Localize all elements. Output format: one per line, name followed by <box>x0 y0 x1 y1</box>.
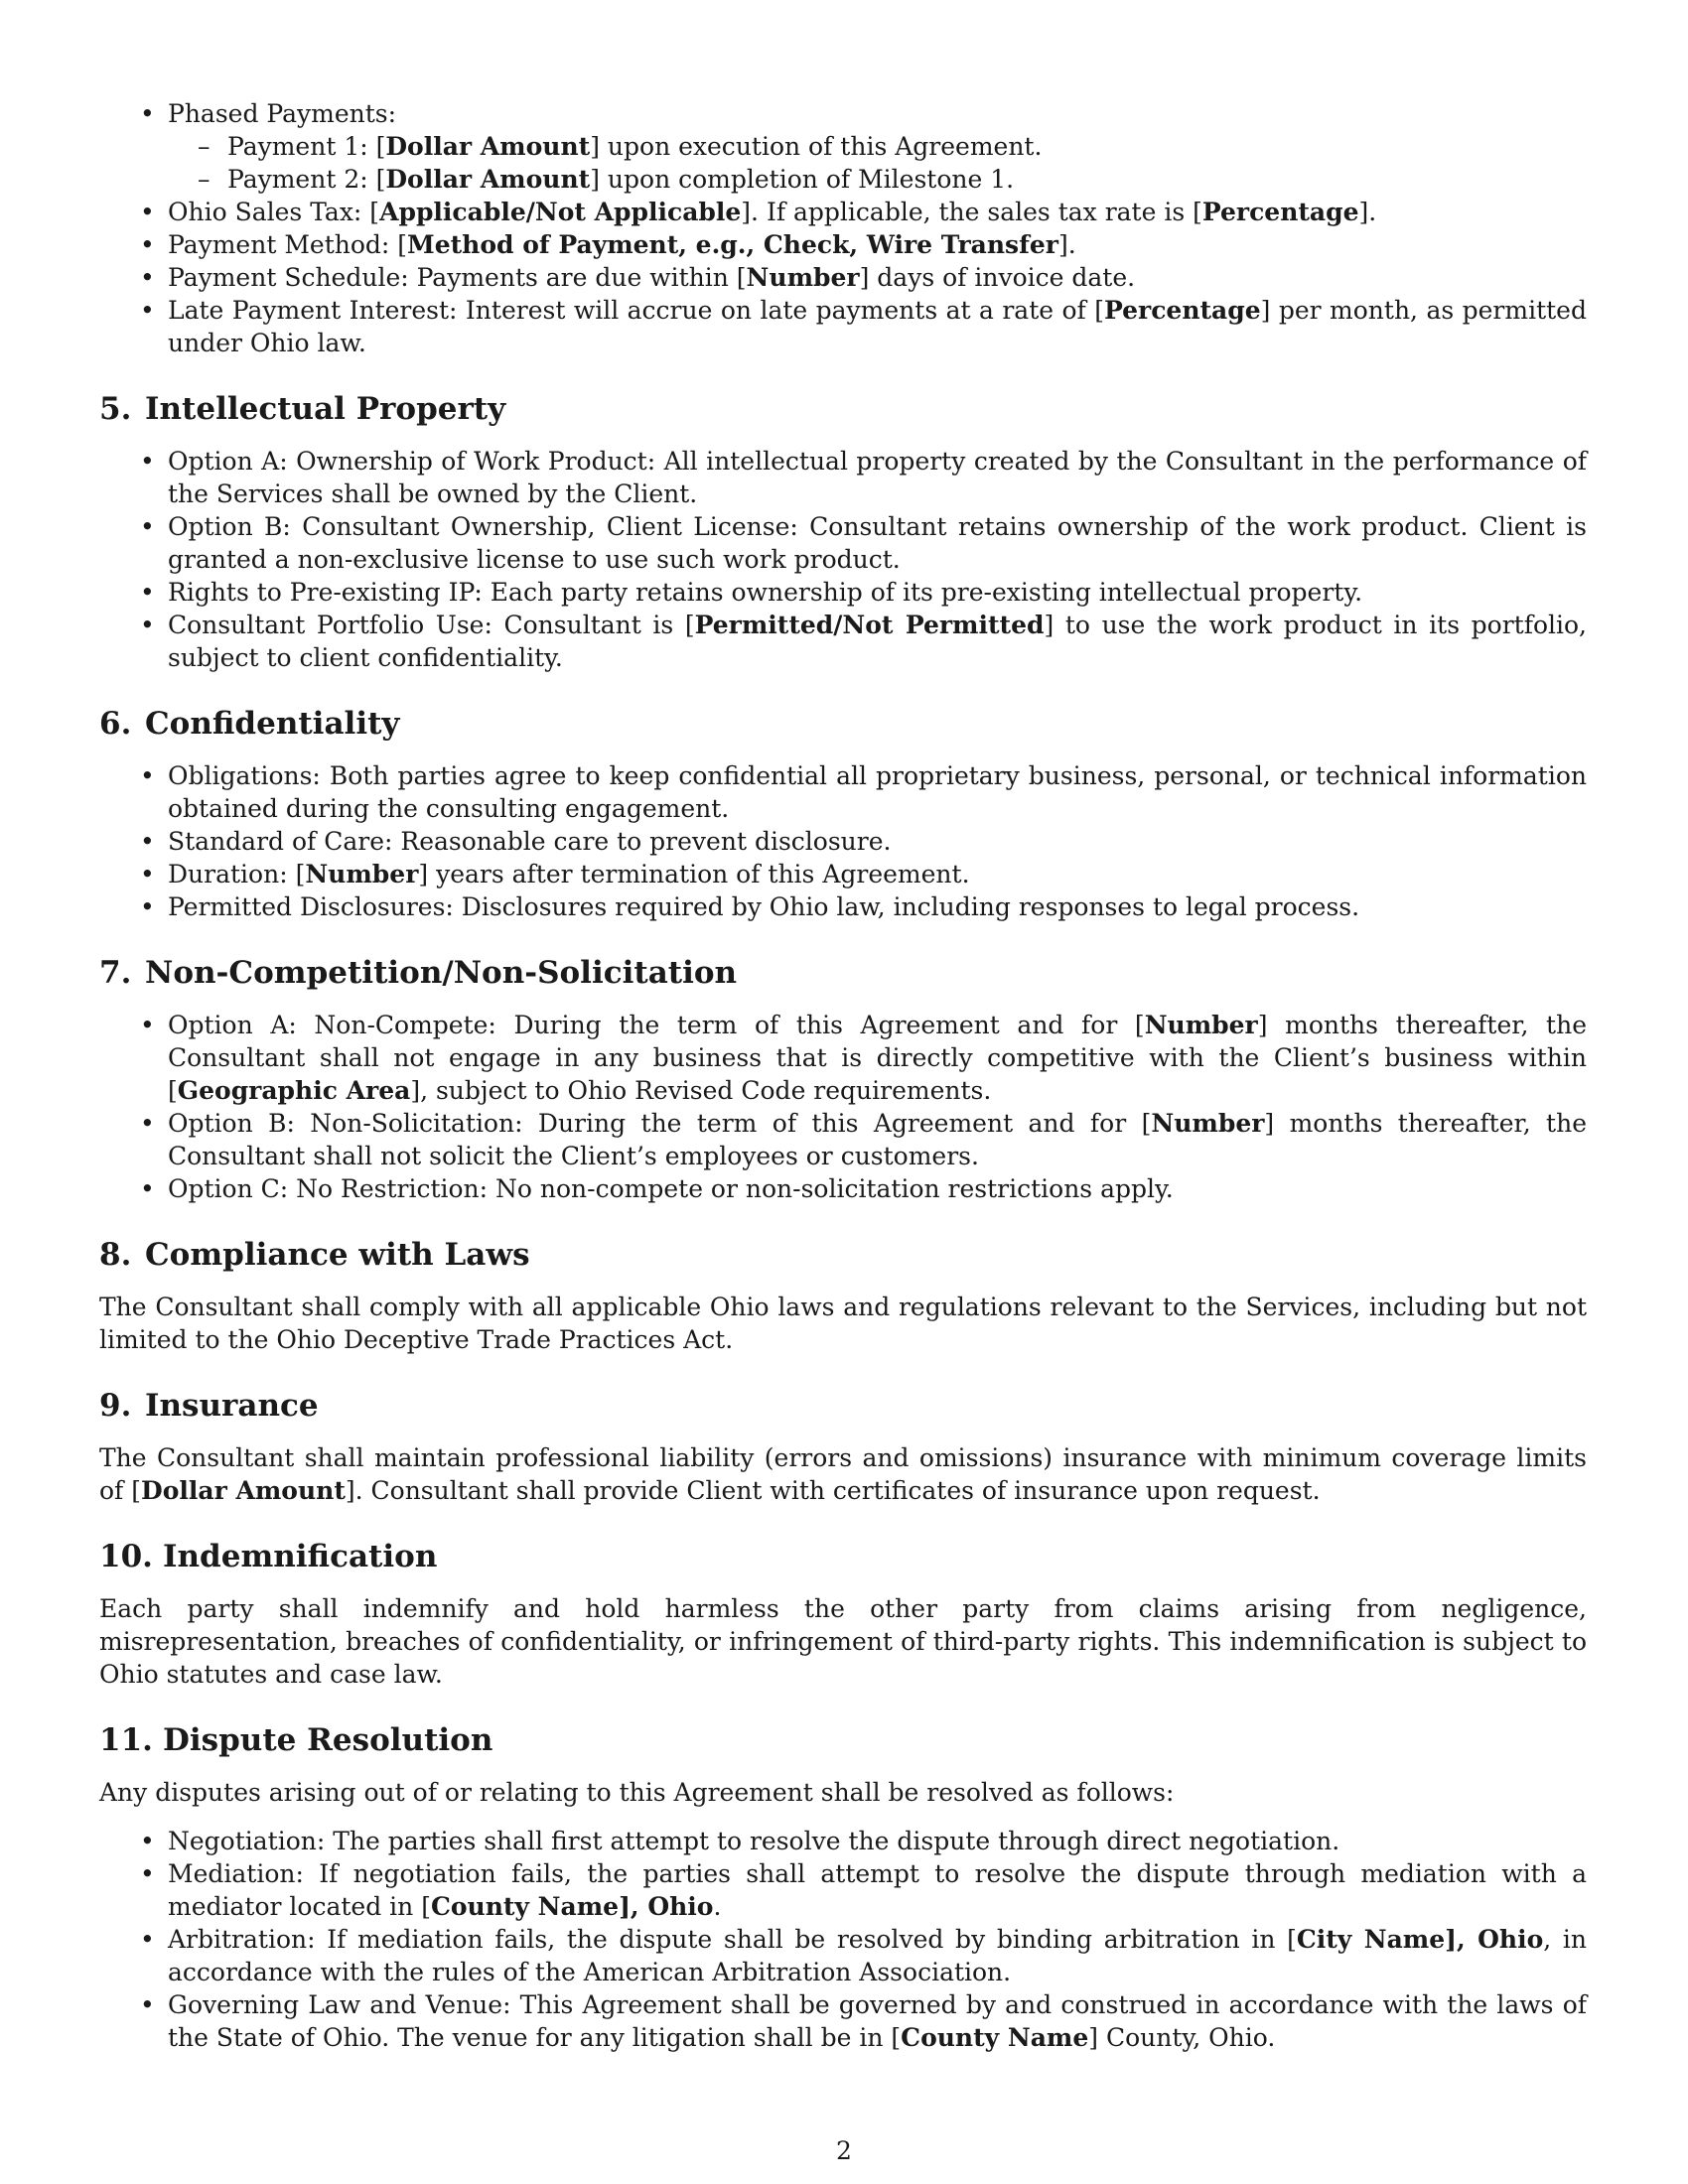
list-item: • Governing Law and Venue: This Agreement shall be governed by and construed in accordance with the laws of the State of Ohio. The venue for any litigation shall be in [County Name] County, Ohio. <box>99 1988 1587 2054</box>
list-item: – Payment 1: [Dollar Amount] upon execution of this Agreement. <box>168 130 1587 163</box>
list-item: • Obligations: Both parties agree to keep confidential all proprietary business, personal, or technical information obtained during the consulting engagement. <box>99 759 1587 825</box>
section-paragraph: The Consultant shall maintain professional liability (errors and omissions) insurance with minimum coverage limits of [Dollar Amount]. Consultant shall provide Client with certificates of insurance upon request. <box>99 1443 1587 1505</box>
list-item: • Option A: Non-Compete: During the term of this Agreement and for [Number] months thereafter, the Consultant shall not engage in any business that is directly competitive with the Client’s business within [Geographic Area], subject to Ohio Revised Code requirements. <box>99 1009 1587 1107</box>
list-item: • Duration: [Number] years after termination of this Agreement. <box>99 858 1587 890</box>
list-item: • Consultant Portfolio Use: Consultant is [Permitted/Not Permitted] to use the work product in its portfolio, subject to client confidentiality. <box>99 609 1587 674</box>
list-item: • Option C: No Restriction: No non-compete or non-solicitation restrictions apply. <box>99 1172 1587 1205</box>
list-item: • Payment Schedule: Payments are due within [Number] days of invoice date. <box>99 261 1587 294</box>
list-item: • Negotiation: The parties shall first attempt to resolve the dispute through direct negotiation. <box>99 1825 1587 1857</box>
list-item: • Mediation: If negotiation fails, the parties shall attempt to resolve the dispute through mediation with a mediator located in [County Name], Ohio. <box>99 1857 1587 1923</box>
list-item: • Late Payment Interest: Interest will accrue on late payments at a rate of [Percentage] per month, as permitted under Ohio law. <box>99 294 1587 359</box>
section-heading: 10. Indemnification <box>99 1539 438 1574</box>
phased-payment-sublist <box>168 130 1587 196</box>
list-item: • Option B: Non-Solicitation: During the term of this Agreement and for [Number] months thereafter, the Consultant shall not solicit the Client’s employees or customers. <box>99 1107 1587 1172</box>
page-number: 2 <box>836 2136 852 2165</box>
list-item: • Payment Method: [Method of Payment, e.g., Check, Wire Transfer]. <box>99 228 1587 261</box>
list-item: – Payment 2: [Dollar Amount] upon completion of Milestone 1. <box>168 163 1587 196</box>
ip-list <box>99 445 1587 674</box>
confidentiality-list <box>99 759 1587 923</box>
list-item: • Phased Payments: – Payment 1: [Dollar Amount] upon execution of this Agreement. – Payment 2: [Dollar Amount] upon completion of Milestone 1. <box>99 97 1587 196</box>
section-paragraph: The Consultant shall comply with all applicable Ohio laws and regulations relevant to the Services, including but not limited to the Ohio Deceptive Trade Practices Act. <box>99 1293 1587 1354</box>
list-item: • Rights to Pre-existing IP: Each party retains ownership of its pre-existing intellectual property. <box>99 576 1587 609</box>
section-heading: 9. Insurance <box>99 1388 319 1424</box>
payment-list <box>99 97 1587 359</box>
section-heading: 7. Non-Competition/Non-Solicitation <box>99 955 738 991</box>
list-item: • Arbitration: If mediation fails, the dispute shall be resolved by binding arbitration in [City Name], Ohio, in accordance with the rules of the American Arbitration Association. <box>99 1923 1587 1988</box>
dispute-list <box>99 1825 1587 2054</box>
section-paragraph: Each party shall indemnify and hold harmless the other party from claims arising from negligence, misrepresentation, breaches of confidentiality, or infringement of third-party rights. This indemnification is subject to Ohio statutes and case law. <box>99 1594 1587 1689</box>
list-item: • Option A: Ownership of Work Product: All intellectual property created by the Consultant in the performance of the Services shall be owned by the Client. <box>99 445 1587 510</box>
section-heading: 6. Confidentiality <box>99 706 400 742</box>
list-item: • Standard of Care: Reasonable care to prevent disclosure. <box>99 825 1587 858</box>
non-compete-list <box>99 1009 1587 1205</box>
list-item: • Ohio Sales Tax: [Applicable/Not Applicable]. If applicable, the sales tax rate is [Percentage]. <box>99 196 1587 228</box>
section-paragraph: Any disputes arising out of or relating to this Agreement shall be resolved as follows: <box>99 1778 1175 1807</box>
section-heading: 5. Intellectual Property <box>99 391 506 427</box>
list-item: • Option B: Consultant Ownership, Client License: Consultant retains ownership of the work product. Client is granted a non-exclusive license to use such work product. <box>99 510 1587 576</box>
list-item: • Permitted Disclosures: Disclosures required by Ohio law, including responses to legal process. <box>99 890 1587 923</box>
document-page <box>99 97 1587 2054</box>
section-heading: 11. Dispute Resolution <box>99 1722 493 1758</box>
section-heading: 8. Compliance with Laws <box>99 1237 530 1273</box>
